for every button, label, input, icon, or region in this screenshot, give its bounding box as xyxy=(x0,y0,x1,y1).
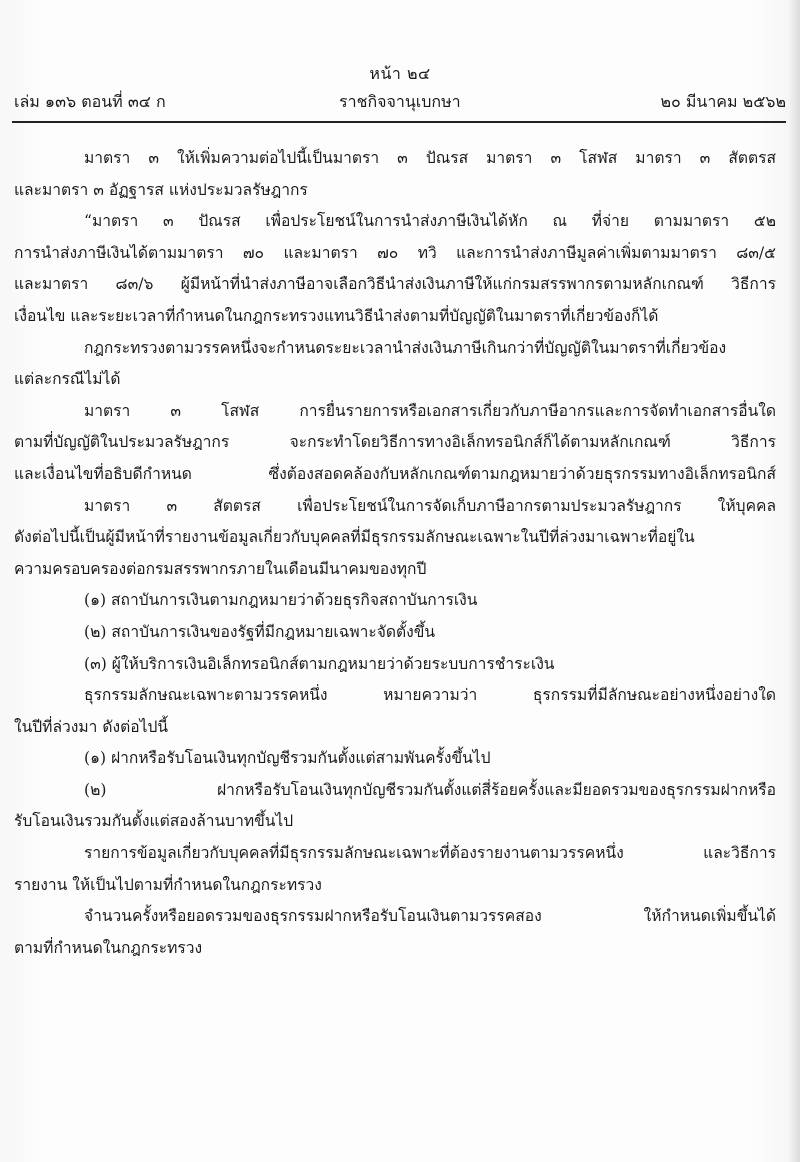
text-line: การนำส่งภาษีเงินได้ตามมาตรา ๗๐ และมาตรา ๗๐ ทวิ และการนำส่งภาษีมูลค่าเพิ่มตามมาตรา ๘๓/๕ xyxy=(14,243,776,262)
page-number: หน้า ๒๔ xyxy=(369,64,431,83)
list-item: (๑) ฝากหรือรับโอนเงินทุกบัญชีรวมกันตั้งแต่สามพันครั้งขึ้นไป xyxy=(84,749,491,768)
text-line: ความครอบครองต่อกรมสรรพากรภายในเดือนมีนาคมของทุกปี xyxy=(14,559,427,578)
list-item: (๓) ผู้ให้บริการเงินอิเล็กทรอนิกส์ตามกฎหมายว่าด้วยระบบการชำระเงิน xyxy=(84,654,555,673)
document-body xyxy=(14,143,776,964)
text-line: มาตรา ๓ สัตตรส เพื่อประโยชน์ในการจัดเก็บภาษีอากรตามประมวลรัษฎากร ให้บุคคล xyxy=(84,496,776,515)
text-line: และมาตรา ๓ อัฏฐารส แห่งประมวลรัษฎากร xyxy=(14,180,308,199)
text-line: เงื่อนไข และระยะเวลาที่กำหนดในกฎกระทรวงแทนวิธีนำส่งตามที่บัญญัติในมาตราที่เกี่ยวข้องก็ได้ xyxy=(14,306,659,325)
publication-date: ๒๐ มีนาคม ๒๕๖๒ xyxy=(660,92,786,111)
text-line: “มาตรา ๓ ปัณรส เพื่อประโยชน์ในการนำส่งภาษีเงินได้หัก ณ ที่จ่าย ตามมาตรา ๕๒ xyxy=(84,212,776,231)
text-line: และมาตรา ๘๓/๖ ผู้มีหน้าที่นำส่งภาษีอาจเลือกวิธีนำส่งเงินภาษีให้แก่กรมสรรพากรตามหลักเกณฑ์ วิธีการ xyxy=(14,275,776,294)
text-line: รายการข้อมูลเกี่ยวกับบุคคลที่มีธุรกรรมลักษณะเฉพาะที่ต้องรายงานตามวรรคหนึ่ง และวิธีการ xyxy=(84,844,776,863)
text-line: และเงื่อนไขที่อธิบดีกำหนด ซึ่งต้องสอดคล้องกับหลักเกณฑ์ตามกฎหมายว่าด้วยธุรกรรมทางอิเล็กทรอนิกส์ xyxy=(14,464,776,483)
gazette-name: ราชกิจจานุเบกษา xyxy=(339,92,461,111)
text-line: ตามที่กำหนดในกฎกระทรวง xyxy=(14,938,203,957)
volume-issue: เล่ม ๑๓๖ ตอนที่ ๓๔ ก xyxy=(14,92,166,111)
text-line: มาตรา ๓ ให้เพิ่มความต่อไปนี้เป็นมาตรา ๓ ปัณรส มาตรา ๓ โสฬส มาตรา ๓ สัตตรส xyxy=(84,149,776,167)
page-edge-shadow xyxy=(788,0,800,1162)
gazette-header xyxy=(14,90,786,116)
list-item: (๒) ฝากหรือรับโอนเงินทุกบัญชีรวมกันตั้งแต่สี่ร้อยครั้งและมียอดรวมของธุรกรรมฝากหรือ xyxy=(84,780,776,799)
text-line: กฎกระทรวงตามวรรคหนึ่งจะกำหนดระยะเวลานำส่งเงินภาษีเกินกว่าที่บัญญัติในมาตราที่เกี่ยวข้อง xyxy=(84,338,727,357)
header-rule xyxy=(12,121,786,123)
text-line: จำนวนครั้งหรือยอดรวมของธุรกรรมฝากหรือรับโอนเงินตามวรรคสอง ให้กำหนดเพิ่มขึ้นได้ xyxy=(84,907,776,926)
text-line: ธุรกรรมลักษณะเฉพาะตามวรรคหนึ่ง หมายความว่า ธุรกรรมที่มีลักษณะอย่างหนึ่งอย่างใด xyxy=(84,686,776,705)
text-line: รับโอนเงินรวมกันตั้งแต่สองล้านบาทขึ้นไป xyxy=(14,812,294,831)
list-item: (๒) สถาบันการเงินของรัฐที่มีกฎหมายเฉพาะจัดตั้งขึ้น xyxy=(84,622,436,641)
text-line: แต่ละกรณีไม่ได้ xyxy=(14,370,121,389)
text-line: รายงาน ให้เป็นไปตามที่กำหนดในกฎกระทรวง xyxy=(14,875,322,894)
text-line: มาตรา ๓ โสฬส การยื่นรายการหรือเอกสารเกี่ยวกับภาษีอากรและการจัดทำเอกสารอื่นใด xyxy=(84,401,776,420)
text-line: ดังต่อไปนี้เป็นผู้มีหน้าที่รายงานข้อมูลเกี่ยวกับบุคคลที่มีธุรกรรมลักษณะเฉพาะในปีที่ล่วงมาเฉพาะที่อยู่ใน xyxy=(14,528,695,547)
text-line: ตามที่บัญญัติในประมวลรัษฎากร จะกระทำโดยวิธีการทางอิเล็กทรอนิกส์ก็ได้ตามหลักเกณฑ์ วิธีการ xyxy=(14,433,776,452)
list-item: (๑) สถาบันการเงินตามกฎหมายว่าด้วยธุรกิจสถาบันการเงิน xyxy=(84,591,478,610)
text-line: ในปีที่ล่วงมา ดังต่อไปนี้ xyxy=(14,717,169,736)
